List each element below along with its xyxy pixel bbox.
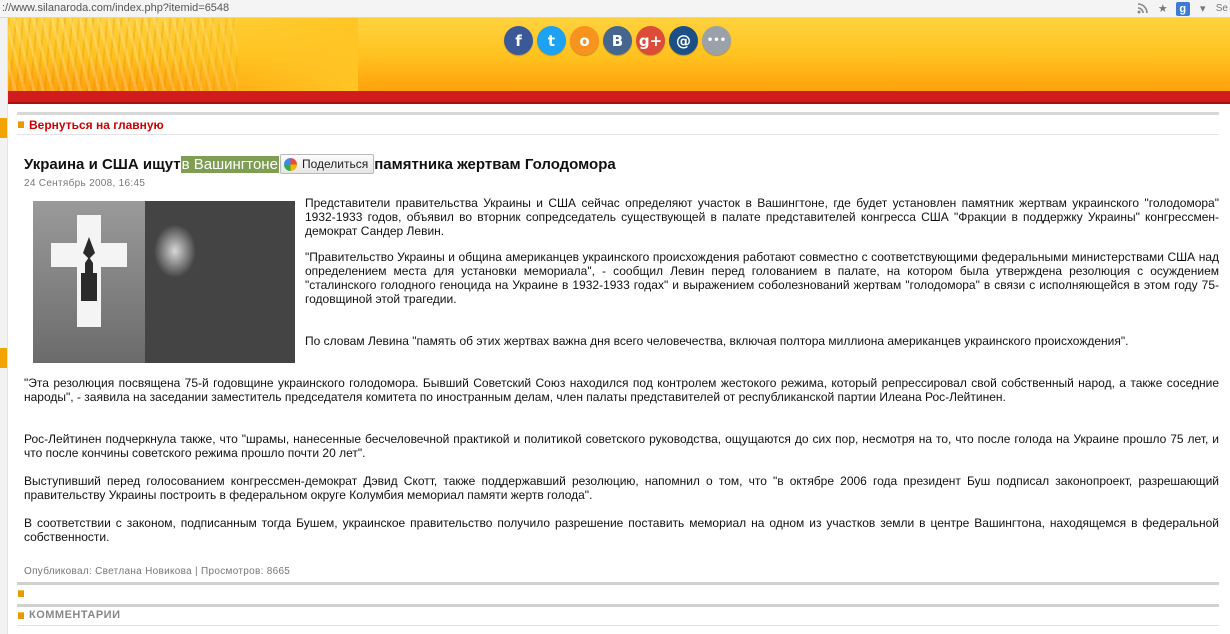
children-photo (145, 201, 295, 363)
comments-header (17, 604, 1219, 626)
comments-title: КОММЕНТАРИИ (29, 609, 121, 621)
orange-bullet-icon (18, 612, 24, 619)
share-icon (284, 158, 297, 171)
article-paragraph: Рос-Лейтинен подчеркнула также, что "шрамы, нанесенные бесчеловечной практикой и политикой советского руководства, ощущаются до сих пор, несмотря на то, что после голода на Украине прошло 75 лет, и что после кончины советского режима прошло почти 20 лет". (24, 432, 1219, 460)
title-part-1: Украина и США ищут (24, 155, 181, 173)
article-photo (33, 201, 295, 363)
article-meta: Опубликовал: Светлана Новикова | Просмотров: 8665 (24, 566, 291, 577)
vkontakte-share-icon[interactable]: В (603, 26, 632, 55)
share-button-label: Поделиться (301, 157, 369, 171)
title-part-2: памятника жертвам Голодомора (374, 155, 616, 173)
rss-icon[interactable] (1136, 2, 1150, 16)
bookmark-star-icon[interactable]: ★ (1157, 3, 1168, 15)
article-paragraph: В соответствии с законом, подписанным тогда Бушем, украинское правительство получило разрешение поставить мемориал на одном из участков земли в центре Вашингтона, находящемся в федеральной собственности. (24, 516, 1219, 544)
email-share-icon[interactable]: @ (669, 26, 698, 55)
memorial-cross-photo (33, 201, 145, 363)
search-engine-dropdown-icon[interactable]: ▾ (1200, 3, 1206, 15)
article-date: 24 Сентябрь 2008, 16:45 (24, 178, 146, 189)
article-paragraph: Выступивший перед голосованием конгрессмен-демократ Дэвид Скотт, также поддержавший резолюцию, напомнил о том, что "в октябре 2006 года президент Буш подписал законопроект, разрешающий правительству Украины построить в федеральном округе Колумбия мемориал памяти жертв голода". (24, 474, 1219, 502)
twitter-share-icon[interactable]: t (537, 26, 566, 55)
article-title (24, 154, 616, 174)
googleplus-share-icon[interactable]: g+ (636, 26, 665, 55)
address-url[interactable]: ://www.silanaroda.com/index.php?itemid=6548 (2, 2, 230, 14)
social-share-bar (504, 26, 731, 55)
search-box-hint[interactable]: Se (1215, 3, 1228, 14)
address-bar[interactable] (0, 0, 1230, 18)
back-nav-row (17, 112, 1219, 135)
facebook-share-icon[interactable]: f (504, 26, 533, 55)
header-red-stripe (8, 91, 1230, 102)
left-rail-marker (0, 118, 7, 138)
back-to-home-link[interactable]: Вернуться на главную (29, 118, 164, 132)
article-paragraph: По словам Левина "память об этих жертвах важна дня всего человечества, включая полтора миллиона американцев украинского происхождения". (305, 334, 1129, 348)
left-rail-marker (0, 348, 7, 368)
odnoklassniki-share-icon[interactable]: о (570, 26, 599, 55)
share-button[interactable] (280, 154, 374, 174)
divider (17, 582, 1219, 585)
article-paragraph: "Правительство Украины и община американцев украинского происхождения работают совместно с соответствующими федеральными министерствами США над определением места для установки мемориала", - сообщил Левин перед голованием в палате, на котором была утверждена резолюция с осуждением "сталинского голодного геноцида на Украине в 1932-1933 годах" и выражением соболезнований жертвам "голодомора" в связи с исполняющейся в этом году 75-годовщиной этой трагедии. (305, 250, 1219, 306)
article-paragraph: Представители правительства Украины и США сейчас определяют участок в Вашингтоне, где будет установлен памятник жертвам украинского "голодомора" 1932-1933 годов, объявил во вторник сопредседатель существующей в палате представителей конгресса США "Фракции в поддержку Украины" конгрессмен-демократ Сандер Левин. (305, 196, 1219, 238)
more-share-icon[interactable]: ••• (702, 26, 731, 55)
google-search-icon[interactable]: g (1176, 2, 1190, 16)
address-bar-icons (1136, 0, 1230, 17)
orange-bullet-icon (18, 121, 24, 128)
left-rail (0, 18, 8, 634)
title-highlight: в Вашингтоне (181, 155, 278, 173)
orange-bullet-icon (18, 590, 24, 597)
article-paragraph: "Эта резолюция посвящена 75-й годовщине украинского голодомора. Бывший Советский Союз находился под контролем жестокого режима, который репрессировал свой собственный народ, а также соседние народы", - заявила на заседании заместитель председателя комитета по иностранным делам, член палаты представителей от республиканской партии Илеана Рос-Лейтинен. (24, 376, 1219, 404)
